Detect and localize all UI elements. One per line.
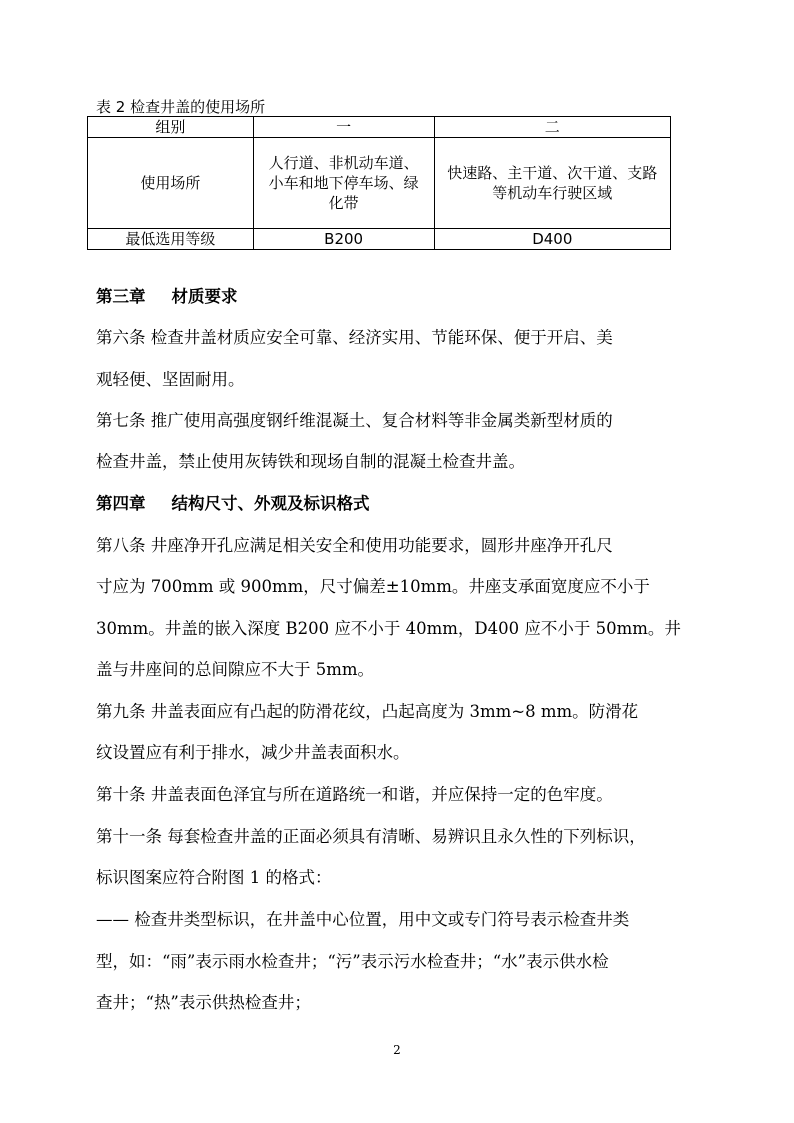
table-cell-place-group-1 bbox=[253, 138, 434, 229]
chapter-4-heading bbox=[96, 493, 702, 515]
list-item-line-1: —— 检查井类型标识，在井盖中心位置，用中文或专门符号表示检查井类 bbox=[96, 910, 630, 929]
article-6-line-1: 第六条 检查井盖材质应安全可靠、经济实用、节能环保、便于开启、美 bbox=[96, 328, 613, 347]
table-cell-group-1: 一 bbox=[253, 117, 434, 138]
chapter-4-number: 第四章 bbox=[96, 494, 146, 513]
table-row-usage-place bbox=[88, 138, 671, 229]
article-8-line-3: 30mm。井盖的嵌入深度 B200 应不小于 40mm，D400 应不小于 50mm。井 bbox=[96, 619, 681, 638]
place-2-line-2: 等机动车行驶区域 bbox=[492, 184, 613, 202]
table-cell-grade-group-2: D400 bbox=[434, 229, 670, 250]
chapter-4-title: 结构尺寸、外观及标识格式 bbox=[171, 494, 370, 513]
table-cell-group-2: 二 bbox=[434, 117, 670, 138]
article-8-line-2: 寸应为 700mm 或 900mm，尺寸偏差±10mm。井座支承面宽度应不小于 bbox=[96, 577, 650, 596]
article-7-line-2: 检查井盖，禁止使用灰铸铁和现场自制的混凝土检查井盖。 bbox=[96, 452, 525, 471]
article-11-line-1: 第十一条 每套检查井盖的正面必须具有清晰、易辨识且永久性的下列标识， bbox=[96, 827, 646, 846]
table-cell-group-label: 组别 bbox=[88, 117, 254, 138]
table-cell-grade-group-1: B200 bbox=[253, 229, 434, 250]
usage-table bbox=[87, 116, 671, 250]
table-cell-place-label: 使用场所 bbox=[88, 138, 254, 229]
article-7-line-1: 第七条 推广使用高强度钢纤维混凝土、复合材料等非金属类新型材质的 bbox=[96, 411, 613, 430]
article-9-line-2: 纹设置应有利于排水，减少井盖表面积水。 bbox=[96, 743, 410, 762]
article-6-line-2: 观轻便、坚固耐用。 bbox=[96, 370, 245, 389]
place-1-line-3: 化带 bbox=[328, 194, 359, 212]
article-8-line-4: 盖与井座间的总间隙应不大于 5mm。 bbox=[96, 660, 375, 679]
place-1-line-2: 小车和地下停车场、绿 bbox=[268, 174, 419, 192]
table-cell-place-group-2 bbox=[434, 138, 670, 229]
place-2-line-1: 快速路、主干道、次干道、支路 bbox=[447, 164, 658, 182]
chapter-3-heading bbox=[96, 286, 702, 308]
article-9-line-1: 第九条 井盖表面应有凸起的防滑花纹，凸起高度为 3mm~8 mm。防滑花 bbox=[96, 702, 639, 721]
table-header-row bbox=[88, 117, 671, 138]
chapter-3-number: 第三章 bbox=[96, 287, 146, 306]
table-cell-grade-label: 最低选用等级 bbox=[88, 229, 254, 250]
place-1-line-1: 人行道、非机动车道、 bbox=[268, 154, 419, 172]
page-number: 2 bbox=[393, 1043, 401, 1057]
table-caption: 表 2 检查井盖的使用场所 bbox=[96, 98, 266, 116]
list-item-line-3: 查井；“热”表示供热检查井； bbox=[96, 993, 311, 1012]
list-item-line-2: 型，如：“雨”表示雨水检查井；“污”表示污水检查井；“水”表示供水检 bbox=[96, 952, 609, 971]
chapter-3-title: 材质要求 bbox=[171, 287, 238, 306]
article-11-line-2: 标识图案应符合附图 1 的格式： bbox=[96, 868, 332, 887]
article-10-line-1: 第十条 井盖表面色泽宜与所在道路统一和谐，并应保持一定的色牢度。 bbox=[96, 785, 613, 804]
article-8-line-1: 第八条 井座净开孔应满足相关安全和使用功能要求，圆形井座净开孔尺 bbox=[96, 536, 613, 555]
table-row-min-grade bbox=[88, 229, 671, 250]
